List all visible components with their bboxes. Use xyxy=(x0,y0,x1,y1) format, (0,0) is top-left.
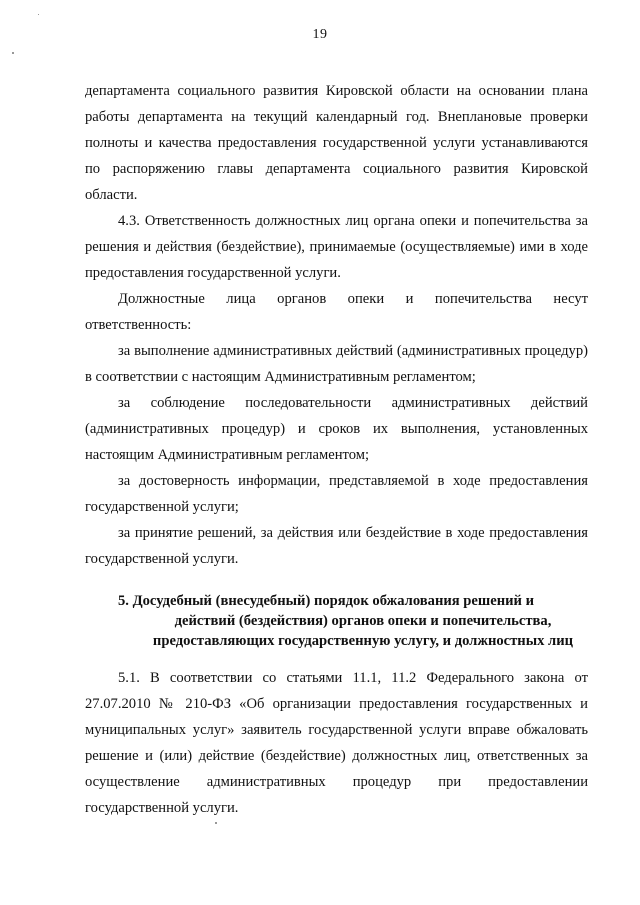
section-5-heading-line-1: 5. Досудебный (внесудебный) порядок обжалования решений и xyxy=(118,593,534,609)
section-5-heading xyxy=(85,591,588,651)
scan-speck xyxy=(215,822,217,824)
paragraph-5-1: 5.1. В соответствии со статьями 11.1, 11.2 Федерального закона от 27.07.2010 № 210-ФЗ «Об организации предоставления государственных и муниципальных услуг» заявитель государственной услуги вправе обжаловать решение и (или) действие (бездействие) должностных лиц, ответственных за осуществление административных процедур при предоставлении государственной услуги. xyxy=(85,670,588,816)
list-item-sequence: за соблюдение последовательности административных действий (административных процедур) и сроков их выполнения, установленных настоящим Административным регламентом; xyxy=(85,395,588,463)
list-item-actions: за выполнение административных действий (административных процедур) в соответствии с настоящим Административным регламентом; xyxy=(85,343,588,385)
section-5-heading-line-3: предоставляющих государственную услугу, и должностных лиц xyxy=(152,633,574,649)
paragraph-inspections: департамента социального развития Кировской области на основании плана работы департамента на текущий календарный год. Внеплановые проверки полноты и качества предоставления государственной услуги устанавливаются по распоряжению главы департамента социального развития Кировской области. xyxy=(85,83,588,203)
scan-speck xyxy=(38,14,39,15)
scan-speck xyxy=(12,52,14,54)
section-5-heading-line-2: действий (бездействия) органов опеки и попечительства, xyxy=(174,613,552,629)
page-number: 19 xyxy=(312,27,328,42)
paragraph-4-3: 4.3. Ответственность должностных лиц органа опеки и попечительства за решения и действия (бездействие), принимаемые (осуществляемые) ими в ходе предоставления государственной услуги. xyxy=(85,213,588,281)
list-item-decisions: за принятие решений, за действия или бездействие в ходе предоставления государственной услуги. xyxy=(85,525,588,567)
paragraph-officials-responsibility: Должностные лица органов опеки и попечительства несут ответственность: xyxy=(85,291,588,333)
document-body xyxy=(85,78,588,821)
list-item-reliability: за достоверность информации, представляемой в ходе предоставления государственной услуги; xyxy=(85,473,588,515)
